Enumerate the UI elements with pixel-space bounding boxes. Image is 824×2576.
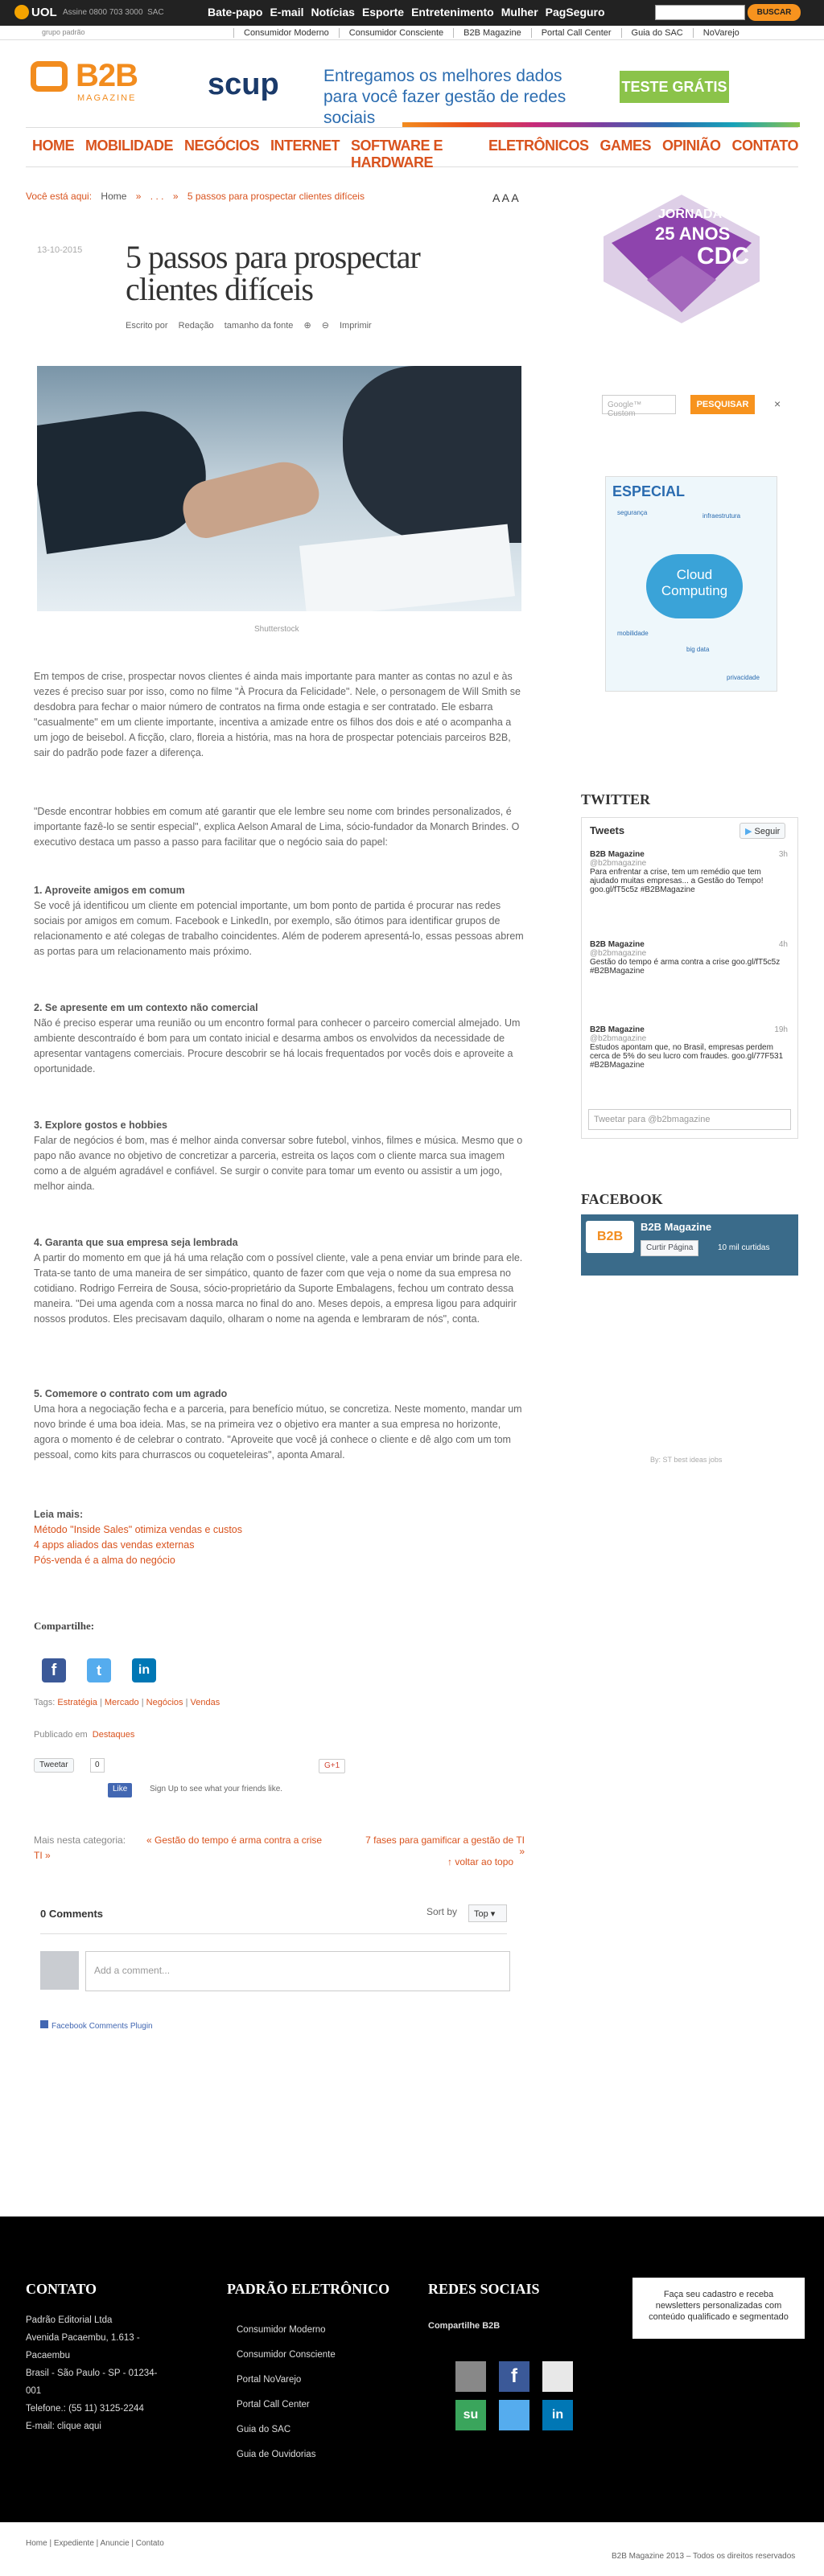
photo-caption: Shutterstock <box>254 625 299 634</box>
photo-sleeve <box>343 366 521 543</box>
nav-opiniao[interactable]: OPINIÃO <box>661 138 721 154</box>
facebook-like-button[interactable]: Like <box>108 1783 132 1797</box>
main-nav <box>26 127 798 171</box>
facebook-page-widget[interactable] <box>581 1214 798 1276</box>
grupo-link[interactable]: Consumidor Moderno <box>233 28 339 38</box>
nav-software-hardware[interactable]: SOFTWARE E HARDWARE <box>351 138 443 171</box>
fontsize-label: tamanho da fonte <box>224 321 294 331</box>
tweet-time: 19h <box>774 1025 788 1034</box>
contato-line: Telefone.: (55 11) 3125-2244 <box>26 2404 144 2414</box>
step-heading: 4. Garanta que sua empresa seja lembrada <box>34 1237 238 1248</box>
grupo-padrao-logo[interactable]: grupo padrão <box>42 28 85 36</box>
comment-input[interactable]: Add a comment... <box>85 1951 510 1991</box>
tweet-author: B2B Magazine <box>590 1025 645 1034</box>
photo-paper <box>299 524 515 611</box>
fontsize-plus-icon[interactable]: ⊕ <box>303 321 311 331</box>
breadcrumb-home[interactable]: Home <box>101 191 127 202</box>
step-heading: 1. Aproveite amigos em comum <box>34 885 185 896</box>
nav-negocios[interactable]: NEGÓCIOS <box>184 138 260 154</box>
uol-nav <box>208 6 605 18</box>
article-paragraph: "Desde encontrar hobbies em comum até garantir que ele lembre seu nome com brindes personalizados, é importante fazê-lo se sentir especial", explica Aelson Amaral de Lima, sócio-fundador da Monarch Brindes. O executivo destaca um passo a passo para facilitar que o negócio saia do papel: <box>34 806 520 848</box>
by-credit: By: ST best ideas jobs <box>650 1456 723 1464</box>
step-text: Uma hora a negociação fecha e a parceria, para benefício mútuo, se concretiza. Neste momento, mandar um novo brinde é uma boa ideia. Mas, se na primeira vez o objetivo era manter a sua empresa no horizonte, agora o momento é de celebrar o contrato. "Aproveite que você já conhece o cliente e dê algo com um tom pessoal, como kits para churrascos ou coqueteleiras", aponta Amaral. <box>34 1403 522 1461</box>
jornada-line3: CDC <box>697 243 749 269</box>
uol-nav-item[interactable]: Mulher <box>501 6 538 18</box>
newsletter-banner[interactable]: Faça seu cadastro e receba newsletters personalizadas com conteúdo qualificado e segmentado <box>632 2278 805 2339</box>
site-footer <box>0 2217 824 2522</box>
b2b-logo-text: B2B <box>76 58 138 93</box>
author-label: Escrito por <box>126 321 168 331</box>
tweet-author: B2B Magazine <box>590 940 645 949</box>
step-heading: 2. Se apresente em um contexto não comercial <box>34 1002 258 1013</box>
nav-internet[interactable]: INTERNET <box>270 138 340 154</box>
uol-top-bar <box>0 0 824 26</box>
article-photo-handshake <box>37 366 521 611</box>
tags: Tags: Estratégia | Mercado | Negócios | Vendas <box>34 1698 220 1707</box>
tweet-author: B2B Magazine <box>590 850 645 859</box>
comments-divider <box>40 1933 507 1934</box>
google-icon[interactable] <box>542 2361 573 2392</box>
contato-line: Brasil - São Paulo - SP - 01234-001 <box>26 2369 158 2396</box>
nav-home[interactable]: HOME <box>32 138 74 154</box>
article-paragraph: Em tempos de crise, prospectar novos clientes é ainda mais importante para manter as contas no azul e às vezes é preciso suar por isso, como no filme "À Procura da Felicidade". Nele, o personagem de Will Smith se desdobra para fechar o maior número de contratos na firma onde estagia e ser contratado. Ele esbarra "casualmente" em um cliente importante, incentiva a amizade entre os filhos dos dois e até o acompanha a um jogo de beisebol. A ficção, claro, floreia a história, mas na hora de prospectar potenciais parceiros B2B, sair do padrão pode fazer a diferença. <box>34 671 521 758</box>
article-step <box>34 1118 525 1194</box>
tags-label: Tags: <box>34 1698 56 1707</box>
nav-mobilidade[interactable]: MOBILIDADE <box>85 138 173 154</box>
jornada-line1: JORNADA <box>658 207 723 221</box>
cloud-computing-text: Cloud Computing <box>661 567 728 598</box>
bottom-link[interactable]: Expediente <box>53 2539 94 2548</box>
uol-nav-item[interactable]: Notícias <box>311 6 355 18</box>
nav-games[interactable]: GAMES <box>599 138 651 154</box>
tag-link[interactable]: Negócios <box>146 1698 183 1707</box>
tweet-handle: @b2bmagazine <box>590 1034 647 1043</box>
twitter-icon[interactable] <box>499 2400 529 2430</box>
breadcrumb-sep: » <box>135 191 142 202</box>
photo-sleeve <box>37 403 214 554</box>
contato-line: Avenida Pacaembu, 1.613 - Pacaembu <box>26 2333 140 2360</box>
copyright: B2B Magazine 2013 – Todos os direitos reservados <box>612 2552 796 2561</box>
next-article-link[interactable]: 7 fases para gamificar a gestão de TI » <box>365 1834 525 1857</box>
article-title: 5 passos para prospectar clientes difíceis <box>126 239 420 307</box>
tweet-button[interactable]: Tweetar <box>34 1758 74 1773</box>
uol-nav-item[interactable]: PagSeguro <box>545 6 605 18</box>
prev-article-link[interactable]: « Gestão do tempo é arma contra a crise <box>146 1834 323 1846</box>
especial-cloud-banner[interactable] <box>605 476 777 692</box>
next-article-link-cont[interactable]: TI » <box>34 1850 51 1861</box>
banner-text: Entregamos os melhores dados para você fazer gestão de redes sociais <box>323 67 566 127</box>
bottom-link[interactable]: Anuncie <box>100 2539 130 2548</box>
grupo-link[interactable]: NoVarejo <box>693 28 749 38</box>
especial-word: privacidade <box>727 674 760 681</box>
b2b-logo-mark <box>31 61 68 92</box>
contato-line: Padrão Editorial Ltda <box>26 2315 113 2325</box>
especial-word: big data <box>686 646 710 653</box>
bottom-link[interactable]: Home <box>26 2539 47 2548</box>
tweet-handle: @b2bmagazine <box>590 949 647 958</box>
tweet-text: Estudos apontam que, no Brasil, empresas perdem cerca de 5% do seu lucro com fraudes. goo.gl/77F531 #B2BMagazine <box>590 1043 784 1070</box>
tweet-item[interactable] <box>590 1025 788 1070</box>
print-link[interactable]: Imprimir <box>340 321 372 331</box>
uol-nav-item[interactable]: E-mail <box>270 6 304 18</box>
uol-nav-item[interactable]: Bate-papo <box>208 6 263 18</box>
footer-link[interactable]: Portal Call Center <box>237 2400 310 2410</box>
voltar-ao-topo-link[interactable]: ↑ voltar ao topo <box>447 1856 514 1867</box>
magazine-logo-text: MAGAZINE <box>77 93 137 103</box>
step-text: Não é preciso esperar uma reunião ou um encontro formal para conhecer o parceiro comercial almejado. Um ambiente descontraído é bom para um contato inicial e desarma ambos os envolvidos da necessidade de apresentar vantagens comerciais. Procure descobrir se há locais frequentados por vocês dois e aproveite a oportunidade. <box>34 1017 521 1074</box>
google-custom-search-input[interactable]: Google™ Custom <box>602 395 676 414</box>
fb-page-name: B2B Magazine <box>641 1221 712 1233</box>
leia-mais-link[interactable]: 4 apps aliados das vendas externas <box>34 1539 195 1551</box>
gplus-button[interactable]: G+1 <box>319 1759 345 1773</box>
fontsize-minus-icon[interactable]: ⊖ <box>321 321 329 331</box>
footer-contato-title: CONTATO <box>26 2281 97 2297</box>
bottom-links: Home | Expediente | Anuncie | Contato <box>26 2539 164 2548</box>
scup-ad-banner[interactable] <box>198 58 777 127</box>
footer-contato <box>26 2311 163 2435</box>
step-text: Falar de negócios é bom, mas é melhor ainda conversar sobre futebol, vinhos, filmes e música. Mesmo que o papo não avance no objetivo de concretizar a parceria, estreita os laços com o cliente marca sua imagem como a de alguém agradável e confiável. Se surgir o convite para tomar um evento ou assistir a um jogo, melhor ainda. <box>34 1135 523 1192</box>
tweet-text: Para enfrentar a crise, tem um remédio que tem ajudado muitas empresas... a Gestão do Tempo! goo.gl/fT5c5z #B2BMagazine <box>590 868 764 894</box>
footer-redes-title: REDES SOCIAIS <box>428 2281 540 2297</box>
leia-mais <box>34 1507 525 1568</box>
step-text: Se você já identificou um cliente em potencial importante, um bom ponto de partida é procurar nas redes sociais por amigos em comum. Facebook e LinkedIn, por exemplo, são ótimos para identificar grupos de relacionamento e até colegas de trabalho coincidentes. Além de poderem apresentá-lo, essas pessoas abrem as portas para um relacionamento mais próximo. <box>34 900 524 957</box>
mais-nesta-categoria: Mais nesta categoria: <box>34 1834 126 1846</box>
breadcrumb-label: Você está aqui: <box>26 191 93 202</box>
tweet-count: 0 <box>90 1758 105 1773</box>
publicado-label: Publicado em <box>34 1730 88 1740</box>
linkedin-share-icon[interactable]: in <box>132 1658 156 1682</box>
author: Redação <box>178 321 214 331</box>
grupo-link[interactable]: Guia do SAC <box>621 28 693 38</box>
comments-count: 0 Comments <box>40 1908 104 1920</box>
tweet-compose-input[interactable]: Tweetar para @b2bmagazine <box>588 1109 791 1130</box>
footer-link[interactable]: Portal NoVarejo <box>237 2375 302 2385</box>
fb-curtir-button[interactable]: Curtir Página <box>641 1240 698 1256</box>
bottom-bar <box>0 2522 824 2576</box>
article-date: 13-10-2015 <box>37 245 83 255</box>
article-step <box>34 1235 525 1327</box>
footer-link[interactable]: Consumidor Consciente <box>237 2350 336 2360</box>
assine-text[interactable]: Assine 0800 703 3000 SAC <box>63 8 164 17</box>
grupo-link[interactable]: Portal Call Center <box>531 28 621 38</box>
facebook-icon <box>40 2020 48 2028</box>
fb-b2b-avatar: B2B <box>586 1221 634 1253</box>
tag-link[interactable]: Estratégia <box>57 1698 97 1707</box>
breadcrumb <box>26 191 371 202</box>
footer-padrao-title: PADRÃO ELETRÔNICO <box>227 2281 390 2297</box>
stumbleupon-icon[interactable]: su <box>455 2400 486 2430</box>
leia-mais-label: Leia mais: <box>34 1509 84 1520</box>
especial-title: ESPECIAL <box>612 483 686 499</box>
compartilhe-label: Compartilhe: <box>34 1620 95 1632</box>
footer-link[interactable]: Guia do SAC <box>237 2425 291 2434</box>
grupo-link[interactable]: B2B Magazine <box>453 28 531 38</box>
teste-gratis-button[interactable]: TESTE GRÁTIS <box>620 71 729 103</box>
b2b-logo[interactable] <box>31 58 151 106</box>
facebook-title: FACEBOOK <box>581 1191 663 1207</box>
jornada-cdc-banner[interactable] <box>599 191 764 327</box>
buscar-button[interactable]: BUSCAR <box>748 4 801 21</box>
facebook-share-icon[interactable]: f <box>42 1658 66 1682</box>
tweet-item[interactable] <box>590 940 788 976</box>
delicious-icon[interactable] <box>455 2361 486 2392</box>
tweet-item[interactable] <box>590 850 788 894</box>
compartilhe-b2b: Compartilhe B2B <box>428 2321 501 2331</box>
tag-link[interactable]: Vendas <box>190 1698 220 1707</box>
especial-word: infraestrutura <box>702 512 741 520</box>
footer-link[interactable]: Guia de Ouvidorias <box>237 2450 316 2459</box>
bottom-link[interactable]: Contato <box>135 2539 164 2548</box>
grupo-links <box>233 28 749 38</box>
close-icon[interactable]: × <box>774 397 781 410</box>
breadcrumb-ellipsis: . . . <box>150 191 164 202</box>
step-heading: 3. Explore gostos e hobbies <box>34 1120 168 1131</box>
like-text: Sign Up to see what your friends like. <box>150 1785 283 1793</box>
publicado-em <box>34 1730 134 1740</box>
uol-nav-item[interactable]: Entretenimento <box>411 6 494 18</box>
leia-mais-link[interactable]: Pós-venda é a alma do negócio <box>34 1555 175 1566</box>
tag-link[interactable]: Mercado <box>104 1698 139 1707</box>
font-size-controls[interactable]: A A A <box>492 191 519 204</box>
article-step <box>34 1000 525 1077</box>
tweet-time: 4h <box>778 940 788 949</box>
fb-like-count: 10 mil curtidas <box>718 1243 770 1252</box>
publicado-link[interactable]: Destaques <box>92 1730 135 1740</box>
uol-search-input[interactable] <box>655 5 745 20</box>
scup-logo: scup <box>208 68 279 101</box>
leia-mais-link[interactable]: Método "Inside Sales" otimiza vendas e custos <box>34 1524 243 1535</box>
tweet-time: 3h <box>778 850 788 859</box>
especial-word: segurança <box>617 509 648 516</box>
byline <box>126 320 380 331</box>
fb-comments-plugin-link[interactable]: Facebook Comments Plugin <box>40 2020 153 2031</box>
twitter-bird-icon: ▶ <box>745 827 755 836</box>
sort-select[interactable]: Top ▾ <box>468 1904 507 1922</box>
facebook-icon[interactable]: f <box>499 2361 529 2392</box>
nav-eletronicos[interactable]: ELETRÔNICOS <box>488 138 589 154</box>
contato-email-link[interactable]: E-mail: clique aqui <box>26 2422 101 2431</box>
article-step <box>34 1387 525 1463</box>
especial-word: mobilidade <box>617 630 649 637</box>
seguir-button[interactable]: ▶ Seguir <box>740 823 785 839</box>
uol-circle-icon <box>14 5 29 19</box>
pesquisar-button[interactable]: PESQUISAR <box>690 395 755 414</box>
nav-contato[interactable]: CONTATO <box>731 138 798 154</box>
twitter-widget <box>581 817 798 1139</box>
grupo-link[interactable]: Consumidor Consciente <box>339 28 453 38</box>
twitter-title: TWITTER <box>581 791 651 807</box>
step-heading: 5. Comemore o contrato com um agrado <box>34 1388 228 1399</box>
grupo-padrao-bar <box>0 26 824 40</box>
footer-link[interactable]: Consumidor Moderno <box>237 2325 326 2335</box>
tweet-handle: @b2bmagazine <box>590 859 647 868</box>
step-text: A partir do momento em que já há uma relação com o possível cliente, vale a pena enviar um brinde para ele. Trata-se tanto de uma maneira de ser simpático, quanto de fazer com que veja o nome da sua empresa no cotidiano. Rodrigo Ferreira de Sousa, sócio-proprietário da Suporte Embalagens, fechou um contrato dessa maneira. "Dei uma agenda com a nossa marca no final do ano. Meses depois, a empresa ligou para adquirir nossos produtos. Eles precisavam daquilo, olharam o nome na agenda e lembraram de nós", conta. <box>34 1252 523 1325</box>
breadcrumb-sep: » <box>172 191 179 202</box>
tweet-text: Gestão do tempo é arma contra a crise goo.gl/fT5c5z #B2BMagazine <box>590 958 781 976</box>
twitter-share-icon[interactable]: t <box>87 1658 111 1682</box>
avatar <box>40 1951 79 1990</box>
breadcrumb-current: 5 passos para prospectar clientes difíceis <box>187 191 365 202</box>
linkedin-icon[interactable]: in <box>542 2400 573 2430</box>
uol-logo[interactable]: UOL <box>14 5 57 19</box>
tweets-label: Tweets <box>590 824 625 836</box>
footer-padrao-links <box>237 2318 336 2467</box>
sort-label: Sort by <box>426 1906 458 1917</box>
jornada-line2: 25 ANOS <box>655 224 731 244</box>
uol-nav-item[interactable]: Esporte <box>361 6 405 18</box>
article-step <box>34 883 525 959</box>
